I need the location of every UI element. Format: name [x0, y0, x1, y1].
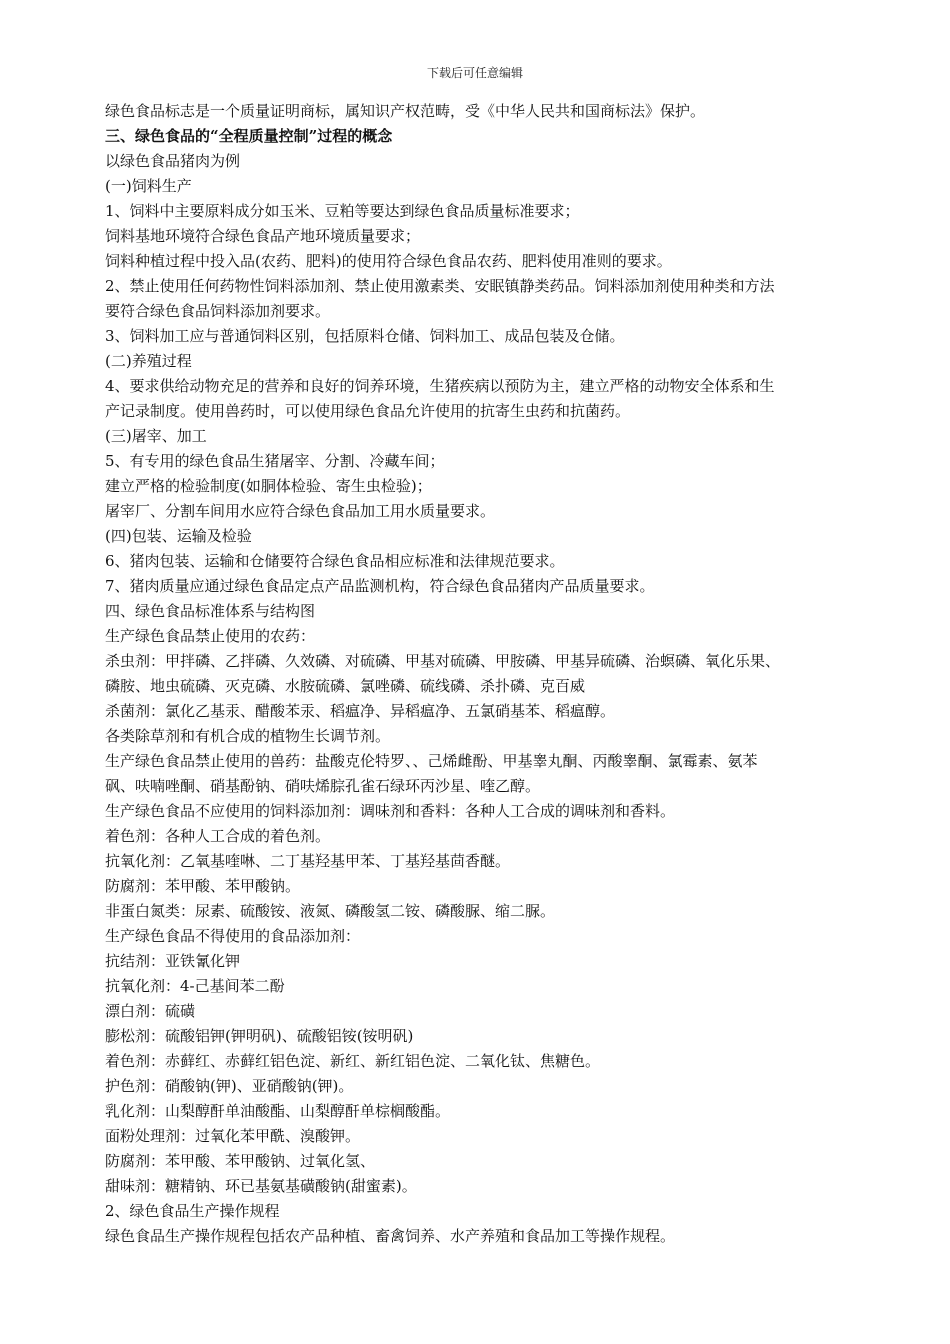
text-line: 各类除草剂和有机合成的植物生长调节剂。 [105, 727, 391, 745]
text-line: 抗氧化剂：乙氧基喹啉、二丁基羟基甲苯、丁基羟基茴香醚。 [105, 852, 511, 870]
text-line: (三)屠宰、加工 [105, 427, 207, 445]
text-line: 1、饲料中主要原料成分如玉米、豆粕等要达到绿色食品质量标准要求； [105, 202, 580, 220]
text-line: 杀菌剂：氯化乙基汞、醋酸苯汞、稻瘟净、异稻瘟净、五氯硝基苯、稻瘟醇。 [105, 702, 616, 720]
text-line: 砜、呋喃唑酮、硝基酚钠、硝呋烯腙孔雀石绿环丙沙星、喹乙醇。 [105, 777, 541, 795]
text-line: 护色剂：硝酸钠(钾)、亚硝酸钠(钾)。 [105, 1077, 354, 1095]
text-line: 绿色食品标志是一个质量证明商标，属知识产权范畴，受《中华人民共和国商标法》保护。 [105, 102, 706, 120]
text-line: 以绿色食品猪肉为例 [105, 152, 241, 170]
text-line: 防腐剂：苯甲酸、苯甲酸钠、过氧化氢、 [105, 1152, 376, 1170]
text-line: 7、猪肉质量应通过绿色食品定点产品监测机构，符合绿色食品猪肉产品质量要求。 [105, 577, 655, 595]
text-line: 2、禁止使用任何药物性饲料添加剂、禁止使用激素类、安眠镇静类药品。饲料添加剂使用种类和方法 [105, 277, 775, 295]
text-line: (二)养殖过程 [105, 352, 192, 370]
text-line: 屠宰厂、分割车间用水应符合绿色食品加工用水质量要求。 [105, 502, 496, 520]
text-line: 乳化剂：山梨醇酐单油酸酯、山梨醇酐单棕榈酸酯。 [105, 1102, 451, 1120]
text-line: 6、猪肉包装、运输和仓储要符合绿色食品相应标准和法律规范要求。 [105, 552, 565, 570]
text-line: 杀虫剂：甲拌磷、乙拌磷、久效磷、对硫磷、甲基对硫磷、甲胺磷、甲基异硫磷、治螟磷、氧化乐果、 [105, 652, 781, 670]
text-line: 4、要求供给动物充足的营养和良好的饲养环境，生猪疾病以预防为主，建立严格的动物安全体系和生 [105, 377, 775, 395]
text-line: 膨松剂：硫酸铝钾(钾明矾)、硫酸铝铵(铵明矾) [105, 1027, 414, 1045]
text-line: 生产绿色食品不应使用的饲料添加剂：调味剂和香料：各种人工合成的调味剂和香料。 [105, 802, 676, 820]
text-line: 绿色食品生产操作规程包括农产品种植、畜禽饲养、水产养殖和食品加工等操作规程。 [105, 1227, 676, 1245]
text-line: 生产绿色食品禁止使用的农药： [105, 627, 316, 645]
document-body [105, 99, 880, 1249]
text-line: 非蛋白氮类：尿素、硫酸铵、液氮、磷酸氢二铵、磷酸脲、缩二脲。 [105, 902, 556, 920]
text-line: 着色剂：赤藓红、赤藓红铝色淀、新红、新红铝色淀、二氧化钛、焦糖色。 [105, 1052, 601, 1070]
text-line: 要符合绿色食品饲料添加剂要求。 [105, 302, 331, 320]
text-line: 建立严格的检验制度(如胴体检验、寄生虫检验)； [105, 477, 432, 495]
text-line: 着色剂：各种人工合成的着色剂。 [105, 827, 331, 845]
text-line: 四、绿色食品标准体系与结构图 [105, 602, 316, 620]
text-line: 面粉处理剂：过氧化苯甲酰、溴酸钾。 [105, 1127, 361, 1145]
page-header: 下载后可任意编辑 [426, 66, 523, 80]
text-line: 生产绿色食品不得使用的食品添加剂： [105, 927, 361, 945]
section-heading: 三、绿色食品的“全程质量控制”过程的概念 [105, 127, 393, 145]
text-line: 5、有专用的绿色食品生猪屠宰、分割、冷藏车间； [105, 452, 445, 470]
text-line: 饲料基地环境符合绿色食品产地环境质量要求； [105, 227, 421, 245]
text-line: 甜味剂：糖精钠、环已基氨基磺酸钠(甜蜜素)。 [105, 1177, 417, 1195]
text-line: 防腐剂：苯甲酸、苯甲酸钠。 [105, 877, 301, 895]
text-line: 3、饲料加工应与普通饲料区别，包括原料仓储、饲料加工、成品包装及仓储。 [105, 327, 625, 345]
text-line: 漂白剂：硫磺 [105, 1002, 196, 1020]
text-line: (一)饲料生产 [105, 177, 192, 195]
text-line: 2、绿色食品生产操作规程 [105, 1202, 280, 1220]
text-line: 生产绿色食品禁止使用的兽药：盐酸克伦特罗、、己烯雌酚、甲基睾丸酮、丙酸睾酮、氯霉素、氨苯 [105, 752, 758, 770]
text-line: (四)包装、运输及检验 [105, 527, 252, 545]
text-line: 饲料种植过程中投入品(农药、肥料)的使用符合绿色食品农药、肥料使用准则的要求。 [105, 252, 672, 270]
text-line: 产记录制度。使用兽药时，可以使用绿色食品允许使用的抗寄生虫药和抗菌药。 [105, 402, 631, 420]
text-line: 抗结剂：亚铁氰化钾 [105, 952, 241, 970]
text-line: 抗氧化剂：4-己基间苯二酚 [105, 977, 285, 995]
text-line: 磷胺、地虫硫磷、灭克磷、水胺硫磷、氯唑磷、硫线磷、杀扑磷、克百威 [105, 677, 586, 695]
